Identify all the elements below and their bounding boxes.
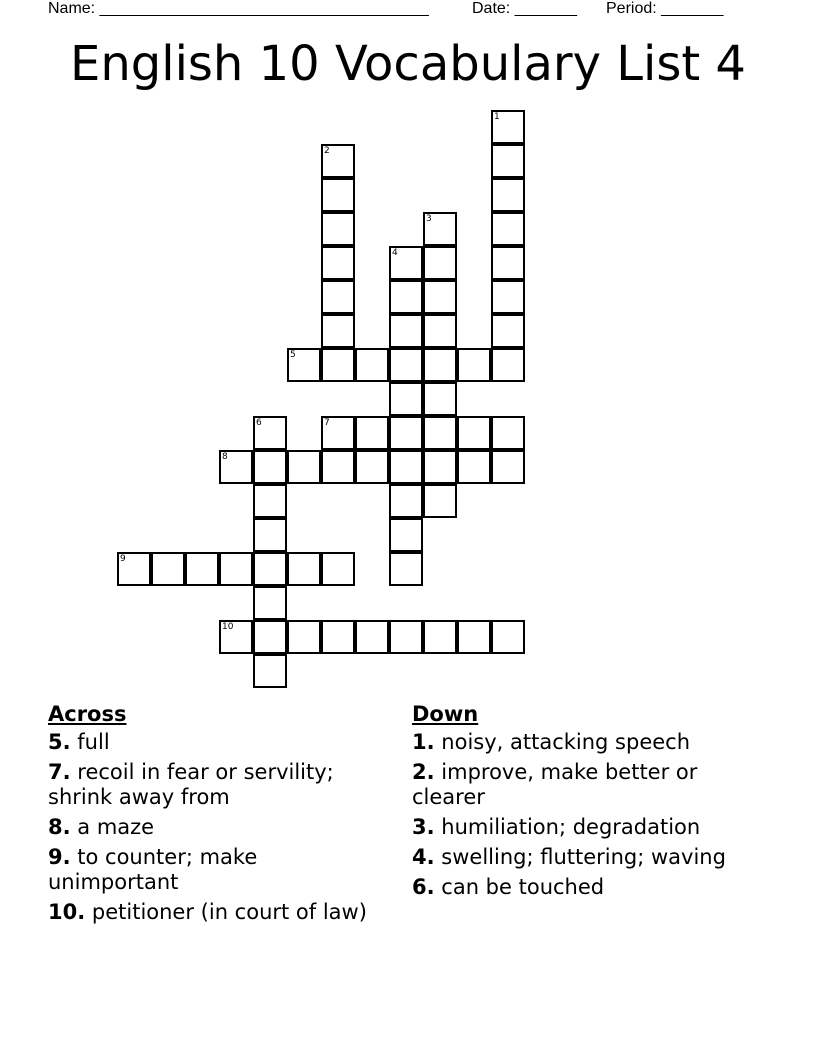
grid-cell[interactable] [389,314,423,348]
grid-cell[interactable] [457,416,491,450]
grid-cell[interactable] [491,144,525,178]
grid-cell[interactable] [491,348,525,382]
grid-cell[interactable] [253,518,287,552]
grid-cell[interactable] [321,178,355,212]
grid-cell[interactable] [151,552,185,586]
clue-text: a maze [77,815,155,839]
grid-cell[interactable] [491,280,525,314]
grid-cell[interactable] [491,450,525,484]
grid-cell[interactable] [423,620,457,654]
clue-number: 10. [48,900,86,924]
down-heading: Down [412,702,479,726]
clue-number: 1. [412,730,435,754]
clue-number: 3. [412,815,435,839]
grid-cell[interactable] [253,586,287,620]
down-clue [412,845,752,870]
grid-cell[interactable] [253,416,287,450]
grid-cell[interactable] [185,552,219,586]
clue-number: 5. [48,730,71,754]
grid-cell[interactable] [321,348,355,382]
grid-cell[interactable] [423,382,457,416]
cell-number: 9 [120,554,126,564]
grid-cell[interactable] [389,450,423,484]
grid-cell[interactable] [457,348,491,382]
cell-number: 5 [290,350,296,360]
grid-cell[interactable] [321,212,355,246]
cell-number: 4 [392,248,398,258]
clue-text: improve, make better or clearer [412,760,698,809]
across-clues [48,702,388,930]
grid-cell[interactable] [423,280,457,314]
grid-cell[interactable] [355,450,389,484]
grid-cell[interactable] [321,450,355,484]
grid-cell[interactable] [389,552,423,586]
grid-cell[interactable] [287,450,321,484]
grid-cell[interactable] [457,620,491,654]
clue-text: petitioner (in court of law) [91,900,367,924]
grid-cell[interactable] [423,314,457,348]
grid-cell[interactable] [423,450,457,484]
cell-number: 2 [324,146,330,156]
down-clue [412,815,752,840]
clue-number: 6. [412,875,435,899]
page-title: English 10 Vocabulary List 4 [70,36,746,92]
clue-text: to counter; make unimportant [48,845,258,894]
grid-cell[interactable] [491,246,525,280]
grid-cell[interactable] [355,416,389,450]
across-clue [48,845,388,895]
down-clue [412,730,752,755]
grid-cell[interactable] [287,552,321,586]
grid-cell[interactable] [253,450,287,484]
clue-number: 2. [412,760,435,784]
clue-number: 7. [48,760,71,784]
clue-text: can be touched [441,875,605,899]
grid-cell[interactable] [253,620,287,654]
cell-number: 10 [222,622,234,632]
grid-cell[interactable] [491,212,525,246]
grid-cell[interactable] [355,348,389,382]
grid-cell[interactable] [491,178,525,212]
grid-cell[interactable] [219,620,253,654]
grid-cell[interactable] [117,552,151,586]
cell-number: 7 [324,418,330,428]
grid-cell[interactable] [389,280,423,314]
grid-cell[interactable] [321,246,355,280]
across-clue [48,730,388,755]
down-clues [412,702,752,905]
clue-text: swelling; fluttering; waving [441,845,726,869]
cell-number: 6 [256,418,262,428]
grid-cell[interactable] [321,144,355,178]
grid-cell[interactable] [491,620,525,654]
grid-cell[interactable] [219,450,253,484]
grid-cell[interactable] [253,484,287,518]
grid-cell[interactable] [423,416,457,450]
across-clue [48,900,388,925]
clue-number: 9. [48,845,71,869]
grid-cell[interactable] [491,314,525,348]
grid-cell[interactable] [321,280,355,314]
grid-cell[interactable] [389,484,423,518]
grid-cell[interactable] [219,552,253,586]
grid-cell[interactable] [457,450,491,484]
period-field-label[interactable]: Period: _______ [606,0,724,17]
grid-cell[interactable] [423,348,457,382]
grid-cell[interactable] [389,348,423,382]
grid-cell[interactable] [287,348,321,382]
grid-cell[interactable] [423,484,457,518]
down-clue [412,760,752,810]
grid-cell[interactable] [423,246,457,280]
cell-number: 1 [494,112,500,122]
grid-cell[interactable] [253,654,287,688]
clue-number: 4. [412,845,435,869]
clue-text: noisy, attacking speech [441,730,691,754]
grid-cell[interactable] [287,620,321,654]
clue-number: 8. [48,815,71,839]
grid-cell[interactable] [321,620,355,654]
grid-cell[interactable] [423,212,457,246]
grid-cell[interactable] [253,552,287,586]
cell-number: 8 [222,452,228,462]
grid-cell[interactable] [491,110,525,144]
grid-cell[interactable] [389,416,423,450]
clue-text: full [77,730,110,754]
grid-cell[interactable] [389,382,423,416]
clue-text: recoil in fear or servility; shrink away from [48,760,334,809]
grid-cell[interactable] [389,246,423,280]
grid-cell[interactable] [321,314,355,348]
grid-cell[interactable] [389,518,423,552]
grid-cell[interactable] [321,552,355,586]
down-clue [412,875,752,900]
grid-cell[interactable] [321,416,355,450]
date-field-label[interactable]: Date: _______ [472,0,577,17]
across-clue [48,760,388,810]
grid-cell[interactable] [355,620,389,654]
clue-text: humiliation; degradation [441,815,701,839]
grid-cell[interactable] [389,620,423,654]
grid-cell[interactable] [491,416,525,450]
across-clue [48,815,388,840]
across-heading: Across [48,702,127,726]
cell-number: 3 [426,214,432,224]
name-field-label[interactable]: Name: _____________________________________ [48,0,429,17]
